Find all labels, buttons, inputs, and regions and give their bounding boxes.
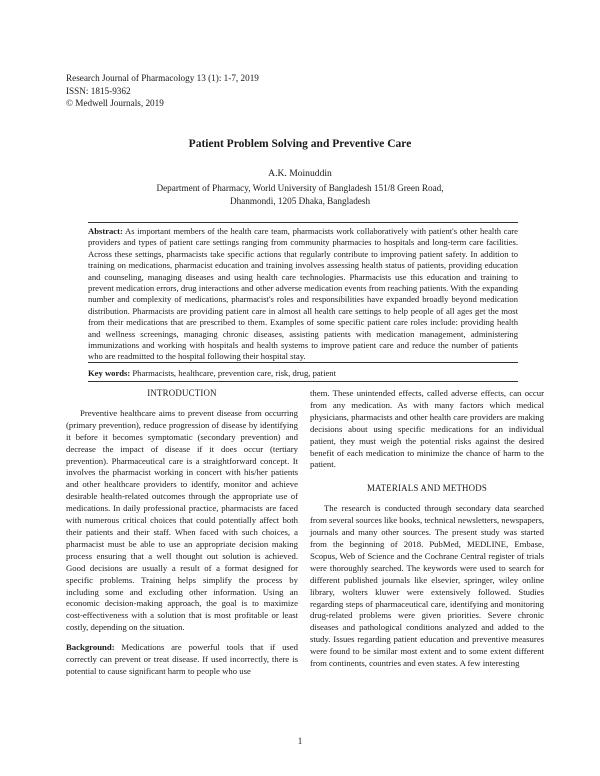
introduction-heading: INTRODUCTION	[147, 388, 217, 398]
journal-header	[66, 72, 259, 110]
introduction-paragraph: Preventive healthcare aims to prevent disease from occurring (primary prevention), reduce progression of disease by identifying it before it becomes symptomatic (secondary prevention) and decrease the impact of disease if it does occur (tertiary prevention). Pharmaceutical care is a straightforward concept. It involves the pharmacist working in concert with his/her patients and other healthcare providers to identify, monitor and achieve desirable health-related outcomes through the appropriate use of medications. In daily professional practice, pharmacists are faced with numerous critical choices that could potentially affect both their patients and their staff. When faced with such choices, a pharmacist must be able to use an appropriate decision making process ensuring that a well thought out solution is achieved. Good decisions are usually a result of a format designed for specific problems. Training helps simplify the process by including some and excluding other information. Using an economic decision-making approach, the goal is to maximize cost-effectiveness with a solution that is most profitable or least costly, depending on the situation.	[66, 407, 298, 633]
keywords-text: Pharmacists, healthcare, prevention care, risk, drug, patient	[132, 368, 336, 378]
keywords-label: Key words:	[88, 368, 131, 378]
keywords-rule	[88, 381, 518, 382]
journal-citation: Research Journal of Pharmacology 13 (1): 1-7, 2019	[66, 73, 259, 83]
keywords	[88, 368, 518, 379]
paper-title: Patient Problem Solving and Preventive Care	[188, 138, 412, 150]
background-text: Medications are powerful tools that if used correctly can prevent or treat disease. If used incorrectly, there is potential to cause significant harm to people who use	[66, 642, 298, 676]
author-name: A.K. Moinuddin	[268, 168, 332, 179]
adverse-effects-paragraph: them. These unintended effects, called adverse effects, can occur from any medication. As with many factors which medical physicians, pharmacists and other health care providers are making decisions about using specific medications for an individual patient, they must weigh the potential risks against the desired benefit of each medication to minimize the chance of harm to the patient.	[310, 388, 544, 470]
methods-paragraph: The research is conducted through secondary data searched from several sources like books, technical newsletters, newspapers, journals and many other sources. The present study was started from the beginning of 2018. PubMed, MEDLINE, Embase, Scopus, Web of Science and the Cochrane Central register of trials were thoroughly searched. The keywords were used to search for different published journals like elsevier, springer, wiley online library, wolters kluwer were extensively followed. Studies regarding steps of pharmaceutical care, identifying and monitoring drug-related problems were given priorities. Severe chronic diseases and pathological conditions analyzed and added to the study. Issues regarding patient education and preventive measures were found to be similar most extent and to some extent different from continents, countries and even states. A few interesting	[310, 503, 545, 669]
issn: ISSN: 1815-9362	[66, 85, 131, 96]
page-number: 1	[297, 736, 303, 746]
affiliation-line-1: Department of Pharmacy, World University of Bangladesh 151/8 Green Road,	[156, 183, 444, 193]
abstract	[88, 226, 518, 363]
background-label: Background:	[66, 642, 115, 653]
abstract-text: As important members of the health care team, pharmacists work collaboratively with patient's other health care providers and types of patient care settings ranging from community pharmacies to hospitals and long-term care facilities. Across these settings, pharmacists take specific actions that regularly contribute to improving patient safety. In addition to training on medications, pharmacist education and training involves assessing health status of patients, providing education and counseling, managing diseases and using health care technologies. Pharmacists use this education and training to prevent medication errors, drug interactions and other adverse medication events from reaching patients. With the expanding number and complexity of medications, pharmacist's roles and responsibilities have expanded broadly beyond medication distribution. Pharmacists are providing patient care in almost all health care settings to help people of all ages get the most from their medications that are prescribed to them. Examples of some specific patient care roles include: providing health and wellness screenings, managing chronic diseases, assisting patients with medication management, administering immunizations and working with hospitals and health systems to improve patient care and reduce the number of patients who are readmitted to the hospital following their hospital stay.	[88, 226, 518, 362]
abstract-bottom-rule	[88, 362, 518, 363]
affiliation-line-2: Dhanmondi, 1205 Dhaka, Bangladesh	[229, 195, 371, 206]
right-column	[310, 388, 544, 670]
copyright: © Medwell Journals, 2019	[66, 98, 164, 108]
abstract-label: Abstract:	[88, 226, 123, 236]
left-column	[66, 388, 298, 678]
author-affiliation	[0, 182, 600, 207]
background-paragraph	[66, 642, 298, 678]
abstract-top-rule	[88, 222, 518, 223]
materials-methods-heading: MATERIALS AND METHODS	[366, 483, 488, 494]
